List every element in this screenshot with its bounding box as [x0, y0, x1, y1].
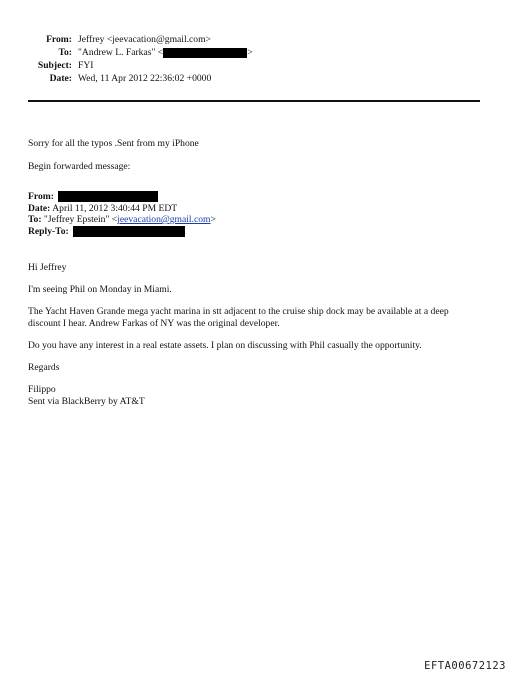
header-divider	[28, 100, 480, 102]
forwarded-to-row	[28, 214, 216, 226]
intro-line-1: Sorry for all the typos .Sent from my iPhone	[28, 138, 199, 149]
header-date-row	[0, 73, 300, 86]
header-from-label: From:	[46, 34, 72, 45]
forwarded-from-label: From:	[28, 191, 54, 202]
forwarded-to-close: >	[210, 214, 216, 225]
forwarded-to-name: "Jeffrey Epstein" <	[43, 214, 118, 225]
forwarded-header	[28, 191, 216, 237]
header-date-value: Wed, 11 Apr 2012 22:36:02 +0000	[78, 73, 212, 84]
document-id: EFTA00672123	[424, 660, 506, 672]
forwarded-date-value: April 11, 2012 3:40:44 PM EDT	[52, 202, 178, 214]
header-to-row	[0, 47, 300, 60]
header-subject-value: FYI	[78, 60, 94, 71]
header-to-value	[78, 47, 253, 59]
forwarded-from-row	[28, 191, 216, 203]
header-subject-label: Subject:	[37, 60, 72, 71]
header-from-value: Jeffrey <jeevacation@gmail.com>	[78, 34, 211, 45]
forwarded-replyto-row	[28, 226, 216, 238]
forwarded-date-row	[28, 203, 216, 215]
intro-line-2: Begin forwarded message:	[28, 161, 131, 172]
body-regards: Regards	[28, 362, 60, 373]
header-to-label: To:	[58, 47, 72, 58]
forwarded-to-label: To:	[28, 214, 42, 225]
signature-device: Sent via BlackBerry by AT&T	[28, 396, 145, 407]
header-to-suffix: >	[247, 47, 253, 58]
forwarded-to-email-link[interactable]: jeevacation@gmail.com	[117, 214, 211, 225]
forwarded-replyto-label: Reply-To:	[28, 225, 69, 237]
email-header	[0, 34, 300, 86]
body-paragraph-3: Do you have any interest in a real estate assets. I plan on discussing with Phil casually the opportunity.	[28, 340, 422, 351]
header-date-label: Date:	[49, 73, 72, 84]
header-from-row	[0, 34, 300, 47]
redaction-box	[73, 226, 185, 237]
body-paragraph-2: The Yacht Haven Grande mega yacht marina in stt adjacent to the cruise ship dock may be available at a deep discount I hear. Andrew Farkas of NY was the original developer.	[28, 306, 449, 329]
header-to-prefix: "Andrew L. Farkas" <	[78, 47, 164, 58]
forwarded-date-label: Date:	[28, 202, 51, 214]
signature-name: Filippo	[28, 384, 56, 395]
body-greeting: Hi Jeffrey	[28, 262, 67, 273]
redaction-box	[58, 191, 158, 202]
redaction-box	[163, 48, 247, 58]
header-subject-row	[0, 60, 300, 73]
body-paragraph-1: I'm seeing Phil on Monday in Miami.	[28, 284, 172, 295]
